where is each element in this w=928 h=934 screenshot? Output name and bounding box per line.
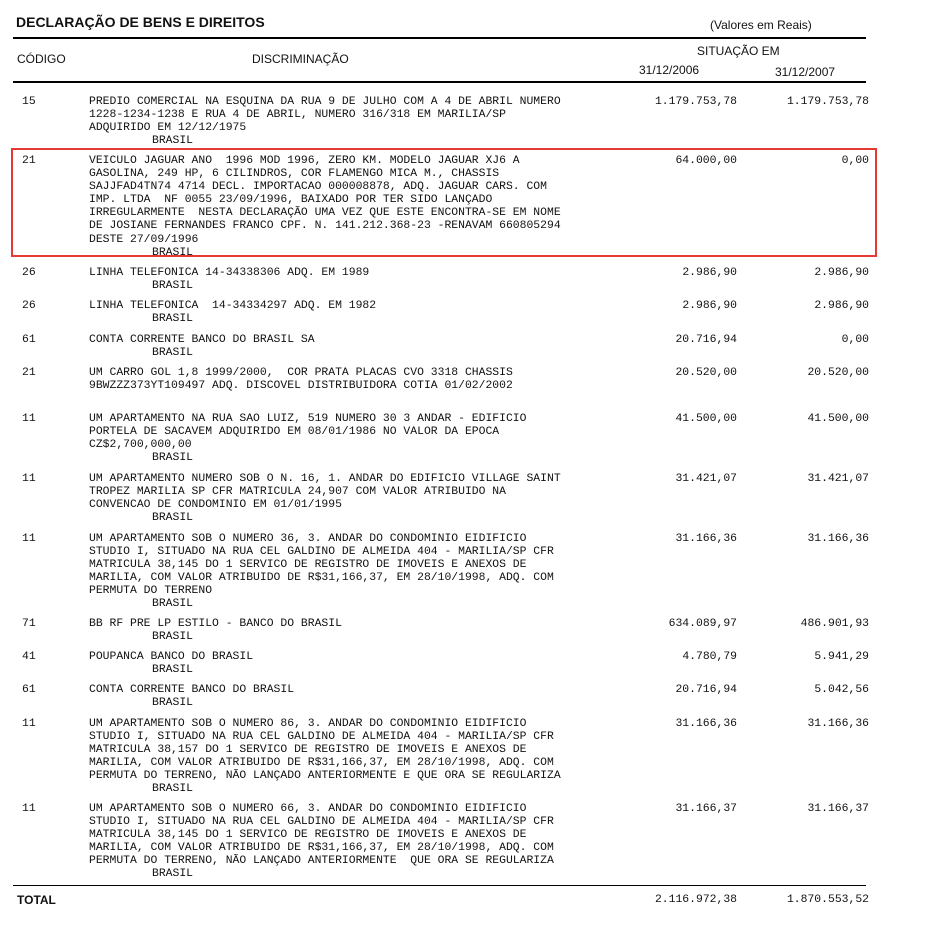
- description-line: IMP. LTDA NF 0055 23/09/1996, BAIXADO POR TER SIDO LANÇADO: [89, 194, 493, 207]
- total-label: TOTAL: [17, 893, 56, 907]
- description-line: STUDIO I, SITUADO NA RUA CEL GALDINO DE ALMEIDA 404 - MARILIA/SP CFR: [89, 731, 554, 744]
- total-value-2006: 2.116.972,38: [654, 894, 737, 906]
- value-2006: 1.179.753,78: [654, 96, 737, 108]
- column-header-code: CÓDIGO: [17, 52, 66, 66]
- description-line: ADQUIRIDO EM 12/12/1975: [89, 122, 247, 135]
- asset-country: BRASIL: [152, 280, 194, 293]
- highlight-box: [11, 148, 877, 257]
- value-2007: 2.986,90: [814, 300, 869, 312]
- description-line: BB RF PRE LP ESTILO - BANCO DO BRASIL: [89, 618, 342, 630]
- description-line: UM APARTAMENTO NA RUA SAO LUIZ, 519 NUMERO 30 3 ANDAR - EDIFICIO: [89, 413, 527, 425]
- asset-code: 11: [22, 533, 36, 545]
- asset-code: 26: [22, 267, 36, 279]
- description-line: MARILIA, COM VALOR ATRIBUIDO DE R$31,166,37, EM 28/10/1998, ADQ. COM: [89, 842, 554, 855]
- value-2006: 2.986,90: [682, 300, 737, 312]
- description-line: MATRICULA 38,145 DO 1 SERVICO DE REGISTRO DE IMOVEIS E ANEXOS DE: [89, 829, 527, 842]
- value-2007: 20.520,00: [807, 367, 869, 379]
- description-line: DESTE 27/09/1996: [89, 233, 199, 246]
- value-2007: 31.166,37: [807, 803, 869, 815]
- description-line: MARILIA, COM VALOR ATRIBUIDO DE R$31,166,37, EM 28/10/1998, ADQ. COM: [89, 757, 554, 770]
- value-2007: 0,00: [841, 334, 869, 346]
- value-2006: 41.500,00: [675, 413, 737, 425]
- description-line: IRREGULARMENTE NESTA DECLARAÇÃO UMA VEZ QUE ESTE ENCONTRA-SE EM NOME: [89, 207, 561, 220]
- value-2007: 31.421,07: [807, 473, 869, 485]
- description-line: UM APARTAMENTO NUMERO SOB O N. 16, 1. ANDAR DO EDIFICIO VILLAGE SAINT: [89, 473, 561, 485]
- total-value-2007: 1.870.553,52: [786, 894, 869, 906]
- asset-description: [89, 803, 554, 882]
- value-2006: 2.986,90: [682, 267, 737, 279]
- asset-country: BRASIL: [152, 664, 194, 677]
- value-2007: 0,00: [841, 155, 869, 167]
- description-line: GASOLINA, 249 HP, 6 CILINDROS, COR FLAMENGO MICA M., CHASSIS: [89, 168, 500, 181]
- asset-country: BRASIL: [152, 347, 194, 360]
- description-line: 1228-1234-1238 E RUA 4 DE ABRIL, NUMERO 316/318 EM MARILIA/SP: [89, 109, 506, 122]
- description-line: PORTELA DE SACAVEM ADQUIRIDO EM 08/01/1986 NO VALOR DA EPOCA: [89, 426, 500, 439]
- description-line: UM CARRO GOL 1,8 1999/2000, COR PRATA PLACAS CVO 3318 CHASSIS: [89, 367, 513, 379]
- column-header-date-2006: 31/12/2006: [639, 63, 700, 77]
- value-2007: 5.042,56: [814, 684, 869, 696]
- asset-code: 61: [22, 334, 36, 346]
- asset-description: [89, 651, 253, 677]
- column-header-date-2007: 31/12/2007: [775, 65, 836, 79]
- asset-description: [89, 533, 554, 612]
- value-2006: 31.421,07: [675, 473, 737, 485]
- asset-description: [89, 618, 342, 644]
- asset-code: 41: [22, 651, 36, 663]
- asset-country: BRASIL: [152, 246, 194, 259]
- description-line: MARILIA, COM VALOR ATRIBUIDO DE R$31,166,37, EM 28/10/1998, ADQ. COM: [89, 572, 554, 585]
- asset-code: 26: [22, 300, 36, 312]
- value-2007: 31.166,36: [807, 718, 869, 730]
- asset-country: BRASIL: [152, 868, 194, 881]
- asset-description: [89, 473, 561, 525]
- value-2007: 2.986,90: [814, 267, 869, 279]
- asset-country: BRASIL: [152, 452, 194, 465]
- description-line: VEICULO JAGUAR ANO 1996 MOD 1996, ZERO KM. MODELO JAGUAR XJ6 A: [89, 155, 520, 167]
- asset-code: 15: [22, 96, 36, 108]
- asset-country: BRASIL: [152, 783, 194, 796]
- column-header-situation: SITUAÇÃO EM: [697, 44, 780, 58]
- description-line: CONTA CORRENTE BANCO DO BRASIL: [89, 684, 295, 696]
- asset-code: 21: [22, 155, 36, 167]
- value-2007: 5.941,29: [814, 651, 869, 663]
- value-2007: 1.179.753,78: [786, 96, 869, 108]
- description-line: CONTA CORRENTE BANCO DO BRASIL SA: [89, 334, 315, 346]
- value-2006: 64.000,00: [675, 155, 737, 167]
- description-line: CZ$2,700,000,00: [89, 439, 192, 452]
- asset-country: BRASIL: [152, 598, 194, 611]
- asset-description: [89, 367, 513, 393]
- description-line: PERMUTA DO TERRENO: [89, 585, 213, 598]
- asset-code: 11: [22, 473, 36, 485]
- asset-code: 71: [22, 618, 36, 630]
- asset-code: 11: [22, 413, 36, 425]
- description-line: UM APARTAMENTO SOB O NUMERO 66, 3. ANDAR DO CONDOMINIO EIDIFICIO: [89, 803, 527, 815]
- description-line: PERMUTA DO TERRENO, NÃO LANÇADO ANTERIORMENTE QUE ORA SE REGULARIZA: [89, 855, 554, 868]
- total-divider: [13, 885, 866, 886]
- description-line: POUPANCA BANCO DO BRASIL: [89, 651, 254, 663]
- asset-description: [89, 267, 369, 293]
- asset-code: 11: [22, 718, 36, 730]
- value-2006: 31.166,36: [675, 533, 737, 545]
- asset-country: BRASIL: [152, 631, 194, 644]
- asset-country: BRASIL: [152, 313, 194, 326]
- value-2007: 41.500,00: [807, 413, 869, 425]
- asset-country: BRASIL: [152, 135, 194, 148]
- value-2007: 31.166,36: [807, 533, 869, 545]
- top-divider: [13, 37, 866, 39]
- description-line: STUDIO I, SITUADO NA RUA CEL GALDINO DE ALMEIDA 404 - MARILIA/SP CFR: [89, 816, 554, 829]
- description-line: SAJJFAD4TN74 4714 DECL. IMPORTACAO 000008878, ADQ. JAGUAR CARS. COM: [89, 181, 547, 194]
- column-header-description: DISCRIMINAÇÃO: [252, 52, 349, 66]
- value-2006: 634.089,97: [668, 618, 737, 630]
- asset-description: [89, 334, 315, 360]
- description-line: 9BWZZZ373YT109497 ADQ. DISCOVEL DISTRIBUIDORA COTIA 01/02/2002: [89, 380, 513, 393]
- value-2006: 20.716,94: [675, 334, 737, 346]
- description-line: LINHA TELEFONICA 14-34334297 ADQ. EM 1982: [89, 300, 377, 312]
- description-line: PERMUTA DO TERRENO, NÃO LANÇADO ANTERIORMENTE E QUE ORA SE REGULARIZA: [89, 770, 561, 783]
- description-line: DE JOSIANE FERNANDES FRANCO CPF. N. 141.212.368-23 -RENAVAM 660805294: [89, 220, 561, 233]
- description-line: PREDIO COMERCIAL NA ESQUINA DA RUA 9 DE JULHO COM A 4 DE ABRIL NUMERO: [89, 96, 561, 108]
- header-divider: [13, 81, 866, 83]
- asset-description: [89, 684, 294, 710]
- asset-code: 61: [22, 684, 36, 696]
- asset-country: BRASIL: [152, 697, 194, 710]
- description-line: LINHA TELEFONICA 14-34338306 ADQ. EM 1989: [89, 267, 370, 279]
- description-line: TROPEZ MARILIA SP CFR MATRICULA 24,907 COM VALOR ATRIBUIDO NA: [89, 486, 506, 499]
- value-2006: 31.166,37: [675, 803, 737, 815]
- value-2006: 20.520,00: [675, 367, 737, 379]
- value-2006: 4.780,79: [682, 651, 737, 663]
- value-2006: 31.166,36: [675, 718, 737, 730]
- asset-description: [89, 413, 526, 465]
- description-line: CONVENCAO DE CONDOMINIO EM 01/01/1995: [89, 499, 342, 512]
- currency-note: (Valores em Reais): [710, 18, 812, 32]
- description-line: UM APARTAMENTO SOB O NUMERO 36, 3. ANDAR DO CONDOMINIO EIDIFICIO: [89, 533, 527, 545]
- asset-code: 11: [22, 803, 36, 815]
- value-2006: 20.716,94: [675, 684, 737, 696]
- description-line: MATRICULA 38,145 DO 1 SERVICO DE REGISTRO DE IMOVEIS E ANEXOS DE: [89, 559, 527, 572]
- asset-country: BRASIL: [152, 512, 194, 525]
- description-line: MATRICULA 38,157 DO 1 SERVICO DE REGISTRO DE IMOVEIS E ANEXOS DE: [89, 744, 527, 757]
- page-title: DECLARAÇÃO DE BENS E DIREITOS: [16, 14, 265, 30]
- value-2007: 486.901,93: [800, 618, 869, 630]
- description-line: UM APARTAMENTO SOB O NUMERO 86, 3. ANDAR DO CONDOMINIO EIDIFICIO: [89, 718, 527, 730]
- asset-description: [89, 96, 561, 148]
- asset-description: [89, 718, 561, 797]
- asset-code: 21: [22, 367, 36, 379]
- asset-description: [89, 300, 376, 326]
- description-line: STUDIO I, SITUADO NA RUA CEL GALDINO DE ALMEIDA 404 - MARILIA/SP CFR: [89, 546, 554, 559]
